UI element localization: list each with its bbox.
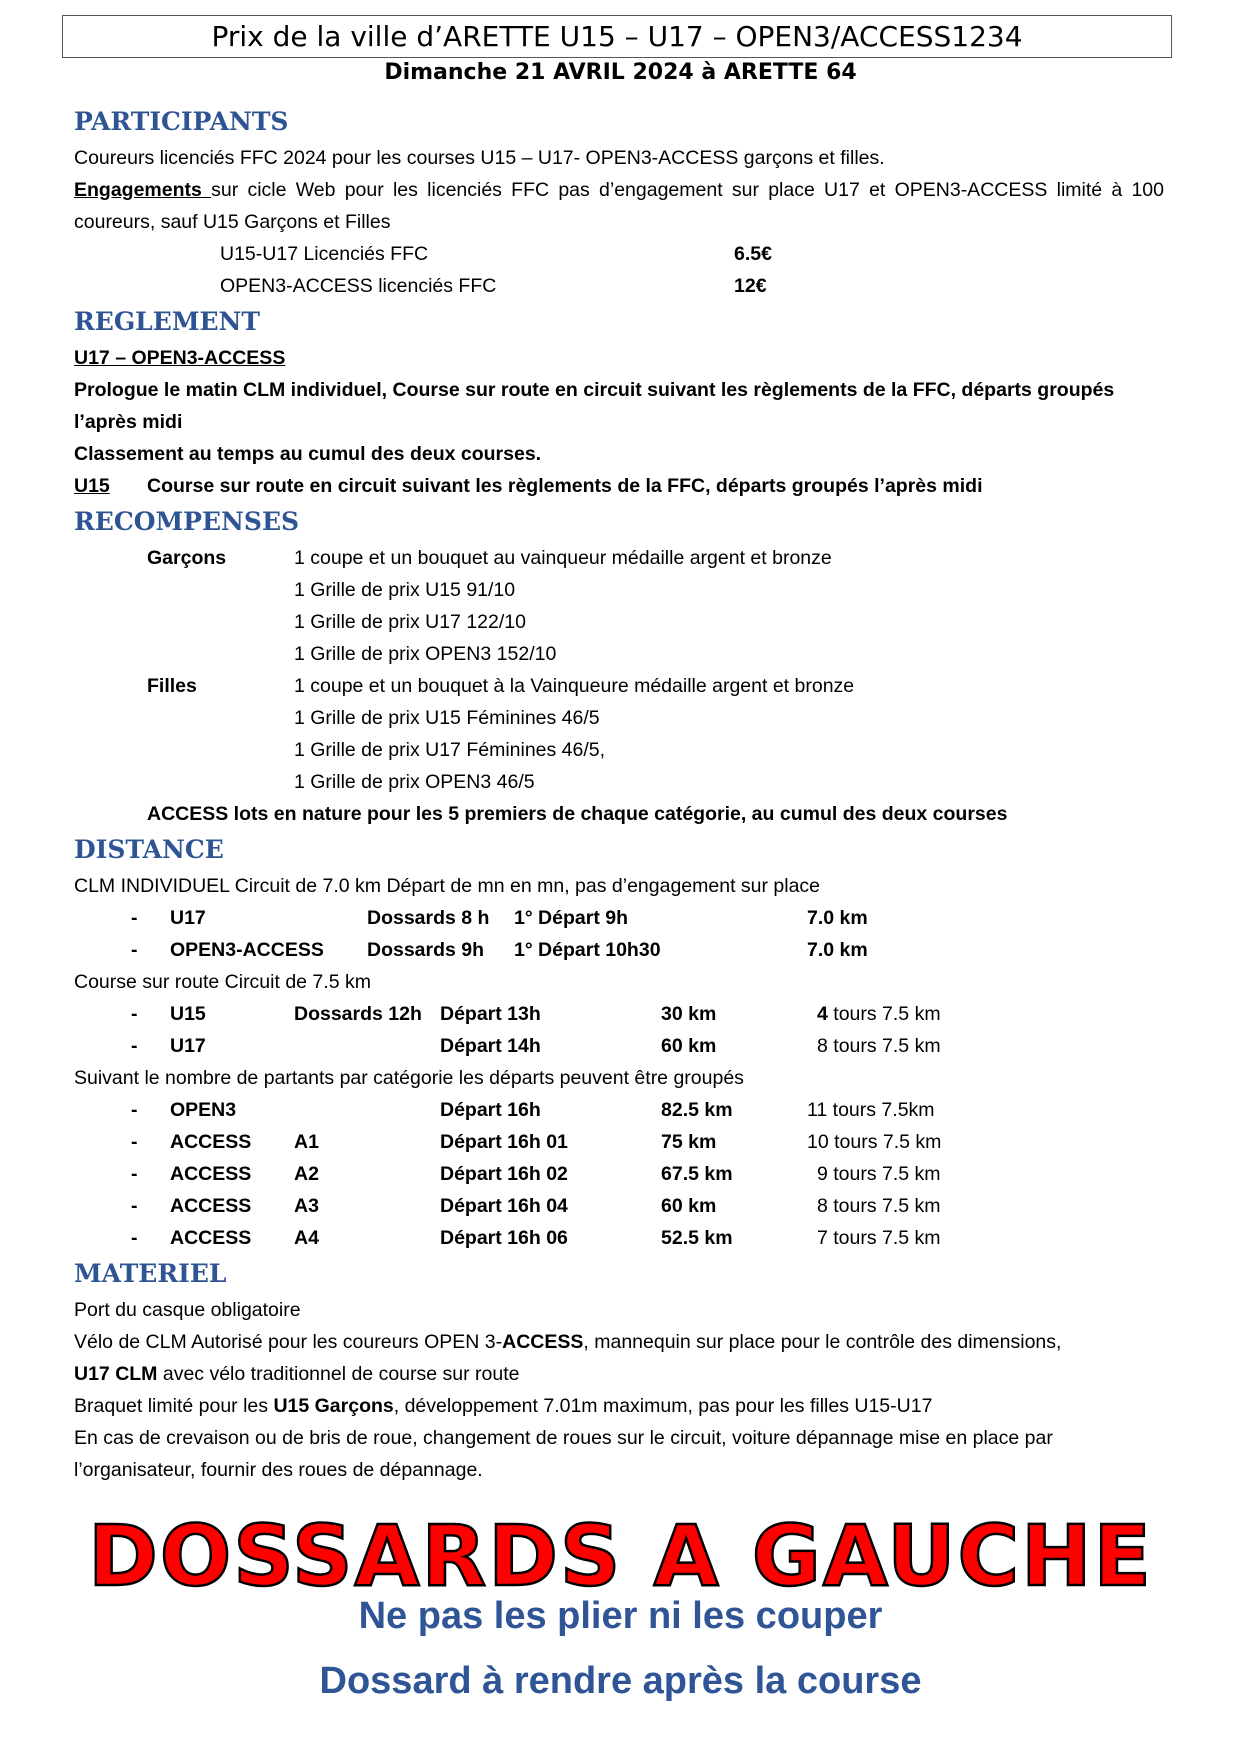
row-dossards: Dossards 8 h: [367, 907, 490, 929]
fee-price: 6.5€: [734, 243, 772, 265]
dossards-banner: DOSSARDS A GAUCHE: [88, 1507, 1153, 1605]
row-depart: 1° Départ 9h: [514, 907, 629, 929]
section-heading-reglement: REGLEMENT: [74, 307, 260, 336]
access-reward: ACCESS lots en nature pour les 5 premiers de chaque catégorie, au cumul des deux courses: [147, 803, 1008, 825]
tours-count: 8: [817, 1035, 828, 1057]
section-heading-participants: PARTICIPANTS: [74, 107, 289, 136]
reward-item: 1 Grille de prix OPEN3 152/10: [294, 643, 557, 665]
reward-row: [74, 638, 1164, 670]
reward-item: 1 Grille de prix U15 Féminines 46/5: [294, 707, 600, 729]
footer-line: Dossard à rendre après la course: [319, 1660, 922, 1702]
row-category: OPEN3: [170, 1099, 237, 1121]
row-distance: 82.5 km: [661, 1099, 733, 1121]
row-depart: Départ 14h: [440, 1035, 541, 1057]
materiel-text: , mannequin sur place pour le contrôle des dimensions,: [583, 1331, 1062, 1353]
grouped-row: [74, 1222, 1164, 1254]
event-date: Dimanche 21 AVRIL 2024 à ARETTE 64: [384, 60, 857, 85]
grouped-row: [74, 1158, 1164, 1190]
row-distance: 30 km: [661, 1003, 717, 1025]
row-subcategory: A4: [294, 1227, 319, 1249]
row-tours: 7 tours 7.5 km: [817, 1227, 941, 1249]
materiel-emphasis: U17 CLM: [74, 1363, 158, 1385]
tours-text: tours 7.5 km: [827, 1003, 941, 1025]
reward-row: [74, 606, 1164, 638]
fee-price: 12€: [734, 275, 767, 297]
reward-row: [74, 670, 1164, 702]
u15-label: U15: [74, 475, 110, 497]
row-dossards: Dossards 12h: [294, 1003, 422, 1025]
reward-item: 1 coupe et un bouquet au vainqueur médaille argent et bronze: [294, 547, 832, 569]
materiel-line: [74, 1358, 1164, 1390]
materiel-line: En cas de crevaison ou de bris de roue, changement de roues sur le circuit, voiture dépannage mise en place par l’organisateur, fournir des roues de dépannage.: [74, 1427, 1053, 1481]
row-category: ACCESS: [170, 1131, 252, 1153]
row-subcategory: A1: [294, 1131, 319, 1153]
row-depart: Départ 16h 04: [440, 1195, 568, 1217]
row-distance: 67.5 km: [661, 1163, 733, 1185]
reglement-u15-row: [74, 470, 1164, 502]
row-category: U17: [170, 1035, 206, 1057]
row-dash: -: [131, 1195, 138, 1217]
main-content: [74, 102, 1164, 1486]
reward-item: 1 Grille de prix OPEN3 46/5: [294, 771, 535, 793]
row-distance: 60 km: [661, 1035, 717, 1057]
row-distance: 7.0 km: [807, 907, 868, 929]
row-distance: 52.5 km: [661, 1227, 733, 1249]
fee-label: OPEN3-ACCESS licenciés FFC: [220, 275, 497, 297]
row-subcategory: A3: [294, 1195, 319, 1217]
fee-row: [74, 238, 1164, 270]
materiel-emphasis: U15 Garçons: [273, 1395, 394, 1417]
row-category: U17: [170, 907, 206, 929]
row-tours: 8 tours 7.5 km: [817, 1195, 941, 1217]
row-dash: -: [131, 939, 138, 961]
materiel-text: avec vélo traditionnel de course sur route: [157, 1363, 520, 1385]
clm-intro: CLM INDIVIDUEL Circuit de 7.0 km Départ de mn en mn, pas d’engagement sur place: [74, 875, 821, 897]
section-heading-materiel: MATERIEL: [74, 1259, 227, 1288]
row-category: OPEN3-ACCESS: [170, 939, 324, 961]
row-depart: Départ 16h 02: [440, 1163, 568, 1185]
footer-line: Ne pas les plier ni les couper: [358, 1595, 883, 1637]
reward-item: 1 Grille de prix U17 Féminines 46/5,: [294, 739, 606, 761]
row-dash: -: [131, 1099, 138, 1121]
materiel-text: Braquet limité pour les: [74, 1395, 274, 1417]
row-tours: 11 tours 7.5km: [807, 1099, 935, 1121]
engagements-text: sur cicle Web pour les licenciés FFC pas d’engagement sur place U17 et OPEN3-ACCESS limité à 100 coureurs, sauf U15 Garçons et Filles: [74, 179, 1164, 233]
section-heading-distance: DISTANCE: [74, 835, 224, 864]
row-depart: Départ 16h 06: [440, 1227, 568, 1249]
row-depart: 1° Départ 10h30: [514, 939, 661, 961]
route-intro: Course sur route Circuit de 7.5 km: [74, 971, 371, 993]
row-dash: -: [131, 907, 138, 929]
row-dash: -: [131, 1131, 138, 1153]
grouped-row: [74, 1190, 1164, 1222]
row-category: U15: [170, 1003, 206, 1025]
materiel-text: Vélo de CLM Autorisé pour les coureurs OPEN 3-: [74, 1331, 503, 1353]
clm-row: [74, 902, 1164, 934]
tours-text: tours 7.5 km: [827, 1035, 941, 1057]
row-depart: Départ 16h 01: [440, 1131, 568, 1153]
engagements-paragraph: [74, 174, 1164, 238]
row-tours: [817, 998, 941, 1030]
reglement-line: Classement au temps au cumul des deux courses.: [74, 443, 542, 465]
materiel-line: [74, 1326, 1164, 1358]
row-category: ACCESS: [170, 1227, 252, 1249]
row-tours: [817, 1030, 941, 1062]
materiel-emphasis: ACCESS: [502, 1331, 584, 1353]
grouped-intro: Suivant le nombre de partants par catégorie les départs peuvent être groupés: [74, 1067, 744, 1089]
section-heading-recompenses: RECOMPENSES: [74, 507, 300, 536]
route-row: [74, 998, 1164, 1030]
engagements-label: Engagements: [74, 179, 212, 201]
row-category: ACCESS: [170, 1163, 252, 1185]
row-dash: -: [131, 1163, 138, 1185]
reward-item: 1 coupe et un bouquet à la Vainqueure médaille argent et bronze: [294, 675, 855, 697]
row-dossards: Dossards 9h: [367, 939, 485, 961]
filles-label: Filles: [147, 675, 197, 697]
fee-row: [74, 270, 1164, 302]
materiel-line: [74, 1390, 1164, 1422]
row-category: ACCESS: [170, 1195, 252, 1217]
row-dash: -: [131, 1035, 138, 1057]
page-title: Prix de la ville d’ARETTE U15 – U17 – OPEN3/ACCESS1234: [62, 15, 1172, 58]
reward-item: 1 Grille de prix U17 122/10: [294, 611, 526, 633]
reward-row: [74, 542, 1164, 574]
garcons-label: Garçons: [147, 547, 227, 569]
reglement-line: Prologue le matin CLM individuel, Course sur route en circuit suivant les règlements de la FFC, départs groupés l’après midi: [74, 379, 1115, 433]
reward-row: [74, 702, 1164, 734]
materiel-text: , développement 7.01m maximum, pas pour les filles U15-U17: [393, 1395, 933, 1417]
row-depart: Départ 13h: [440, 1003, 541, 1025]
reward-item: 1 Grille de prix U15 91/10: [294, 579, 516, 601]
route-row: [74, 1030, 1164, 1062]
row-dash: -: [131, 1003, 138, 1025]
row-dash: -: [131, 1227, 138, 1249]
reward-row: [74, 766, 1164, 798]
reglement-subheading: U17 – OPEN3-ACCESS: [74, 347, 286, 369]
row-distance: 60 km: [661, 1195, 717, 1217]
reward-row: [74, 574, 1164, 606]
row-tours: 10 tours 7.5 km: [807, 1131, 942, 1153]
grouped-row: [74, 1126, 1164, 1158]
row-tours: 9 tours 7.5 km: [817, 1163, 941, 1185]
grouped-row: [74, 1094, 1164, 1126]
u15-text: Course sur route en circuit suivant les règlements de la FFC, départs groupés l’après midi: [147, 475, 983, 497]
row-distance: 75 km: [661, 1131, 717, 1153]
row-depart: Départ 16h: [440, 1099, 541, 1121]
row-distance: 7.0 km: [807, 939, 868, 961]
tours-count: 4: [817, 1003, 828, 1025]
reward-row: [74, 734, 1164, 766]
materiel-line: Port du casque obligatoire: [74, 1299, 301, 1321]
access-reward-row: [74, 798, 1164, 830]
clm-row: [74, 934, 1164, 966]
participants-line: Coureurs licenciés FFC 2024 pour les courses U15 – U17- OPEN3-ACCESS garçons et filles.: [74, 147, 885, 169]
row-subcategory: A2: [294, 1163, 319, 1185]
fee-label: U15-U17 Licenciés FFC: [220, 243, 429, 265]
